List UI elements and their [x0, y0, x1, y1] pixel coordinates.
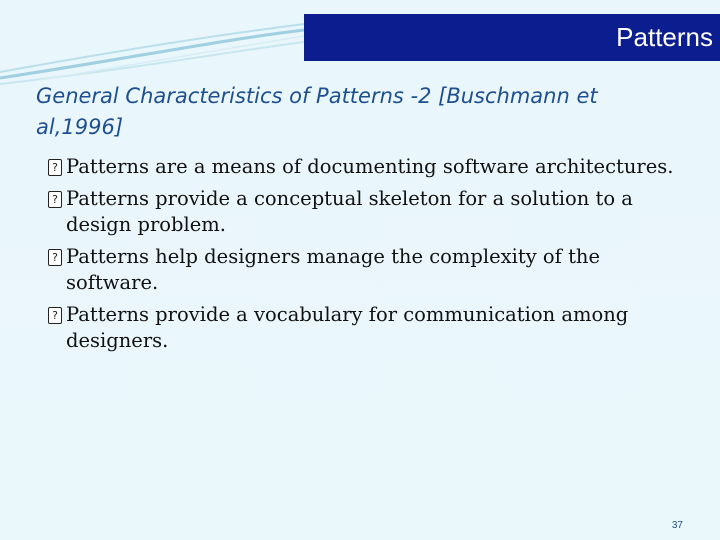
bullet-text: Patterns provide a vocabulary for communication among designers. [66, 302, 629, 352]
replacement-char-icon: ? [48, 249, 62, 266]
slide-subtitle: General Characteristics of Patterns -2 [Buschmann et al,1996] [36, 84, 598, 139]
bullet-list [48, 154, 688, 360]
bullet-text: Patterns provide a conceptual skeleton for a solution to a design problem. [66, 186, 633, 236]
bullet-item [48, 302, 688, 355]
replacement-char-icon: ? [48, 191, 62, 208]
replacement-char-icon: ? [48, 159, 62, 176]
replacement-char-icon: ? [48, 307, 62, 324]
page-number: 37 [671, 520, 683, 531]
bullet-item [48, 186, 688, 239]
bullet-item [48, 244, 688, 297]
bullet-item [48, 154, 688, 181]
bullet-text: Patterns help designers manage the complexity of the software. [66, 244, 601, 294]
bullet-text: Patterns are a means of documenting software architectures. [66, 155, 674, 178]
slide-title: Patterns [304, 14, 720, 61]
